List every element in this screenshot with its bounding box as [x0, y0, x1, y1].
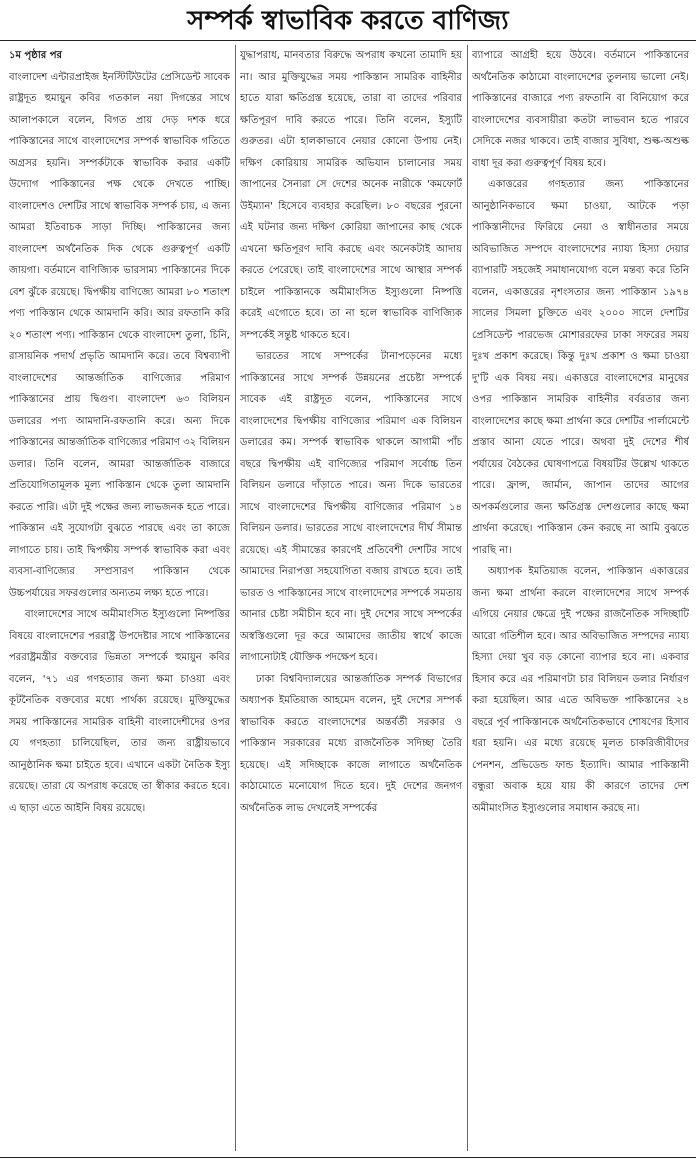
column-divider	[467, 45, 468, 1151]
top-divider	[0, 40, 696, 41]
headline: সম্পর্ক স্বাভাবিক করতে বাণিজ্য	[187, 6, 509, 36]
paragraph: ঢাকা বিশ্ববিদ্যালয়ের আন্তর্জাতিক সম্পর্ক বিভাগের অধ্যাপক ইমতিয়াজ আহমেদ বলেন, দুই দেশের সম্পর্ক স্বাভাবিক করতে বাংলাদেশের অন্তর্বর্তী সরকার ও পাকিস্তান সরকারের মধ্যে রাজনৈতিক সদিচ্ছা তৈরি হয়েছে। এই সদিচ্ছাকে কাজে লাগাতে অর্থনৈতিক কাঠামোতে মনোযোগ দিতে হবে। দুই দেশের জনগণ অর্থনৈতিক লাভ দেখলেই সম্পর্কের	[240, 673, 462, 814]
paragraph: যুদ্ধাপরাধ, মানবতার বিরুদ্ধে অপরাধ কখনো তামাদি হয় না। আর মুক্তিযুদ্ধের সময় পাকিস্তান সামরিক বাহিনীর হাতে যারা ক্ষতিগ্রস্ত হয়েছে, তারা বা তাদের পরিবার ক্ষতিপূরণ দাবি করতে পারে। তিনি বলেন, ইস্যুটি গুরুতর। এটা হালকাভাবে নেয়ার কোনো উপায় নেই। দক্ষিণ কোরিয়ায় সামরিক অভিযান চালানোর সময় জাপানের সৈন্যরা সে দেশের অনেক নারীকে 'কমফোর্ট উইম্যান' হিসেবে ব্যবহার করেছিল। ৮০ বছরের পুরনো এই ঘটনার জন্য দক্ষিণ কোরিয়া জাপানের কাছ থেকে এখনো ক্ষতিপূরণ দাবি করছে এবং অনেকটাই আদায় করতে পেরেছে। তাই বাংলাদেশের সাথে আস্থার সম্পর্ক চাইলে পাকিস্তানকে অমীমাংসিত ইস্যুগুলো নিষ্পত্তি করেই এগোতে হবে। তা না হলে স্বাভাবিক বাণিজ্যিক সম্পর্কেই সন্তুষ্ট থাকতে হবে।	[240, 50, 462, 341]
article-column-1	[9, 45, 230, 1151]
bottom-divider	[0, 1157, 696, 1158]
paragraph: অধ্যাপক ইমতিয়াজ বলেন, পাকিস্তান একাত্তরের জন্য ক্ষমা প্রার্থনা করলে বাংলাদেশের সাথে সম্পর্ক এগিয়ে নেয়ার ক্ষেত্রে দুই পক্ষের রাজনৈতিক সদিচ্ছাটি আরো গতিশীল হবে। আর অবিভাজিত সম্পদের ন্যায্য হিস্যা দেয়া খুব বড় কোনো ব্যাপার হবে না। একবার হিসাব করে এর পরিমাণটা চার বিলিয়ন ডলার নির্ধারণ করা হয়েছিল। আর এতে অবিভক্ত পাকিস্তানের ২৪ বছরে পূর্ব পাকিস্তানকে অর্থনৈতিকভাবে শোষণের হিসাব ধরা হয়নি। এর মধ্যে রয়েছে মূলত চাকরিজীবীদের পেনশন, প্রভিডেন্ড ফান্ড ইত্যাদি। আমার পাকিস্তানী বন্ধুরা অবাক হয়ে যায় কী কারণে তাদের দেশ অমীমাংসিত ইস্যুগুলোর সমাধান করছে না।	[472, 566, 689, 814]
paragraph: ব্যাপারে আগ্রহী হয়ে উঠবে। বর্তমানে পাকিস্তানের অর্থনৈতিক কাঠামো বাংলাদেশের তুলনায় ভালো নেই। পাকিস্তানের বাজারে পণ্য রফতানি বা বিনিয়োগ করে বাংলাদেশের ব্যবসায়ীরা কতটা লাভবান হতে পারবে সেদিকে নজর থাকবে। তাই বাজার সুবিধা, শুল্ক-অশুল্ক বাধা দূর করা গুরুত্বপূর্ণ বিষয় হবে।	[472, 50, 689, 169]
paragraph: বাংলাদেশের সাথে অমীমাংসিত ইস্যুগুলো নিষ্পত্তির বিষয়ে বাংলাদেশের পররাষ্ট্র উপদেষ্টার সাথে পাকিস্তানের পররাষ্ট্রমন্ত্রীর বক্তব্যের ভিন্নতা সম্পর্কে হুমায়ুন কবির বলেন, '৭১ এর গণহত্যার জন্য ক্ষমা চাওয়া এবং কূটনৈতিক বক্তব্যের মধ্যে পার্থক্য রয়েছে। মুক্তিযুদ্ধের সময় পাকিস্তানের সামরিক বাহিনী বাংলাদেশীদের ওপর যে গণহত্যা চালিয়েছিল, তার জন্য রাষ্ট্রীয়ভাবে আনুষ্ঠানিক ক্ষমা চাইতে হবে। এখানে একটা নৈতিক ইস্যু রয়েছে। তারা যে অপরাধ করেছে তা স্বীকার করতে হবে। এ ছাড়া এতে আইনি বিষয় রয়েছে।	[9, 609, 230, 814]
continuation-label: ১ম পৃষ্ঠার পর	[9, 50, 62, 61]
paragraph: বাংলাদেশ এন্টারপ্রাইজ ইনস্টিটিউটের প্রেসিডেন্ট সাবেক রাষ্ট্রদূত হুমায়ুন কবির গতকাল নয়া দিগন্তের সাথে আলাপকালে বলেন, বিগত প্রায় দেড় দশক ধরে পাকিস্তানের সাথে বাংলাদেশের সম্পর্ক স্বাভাবিক গতিতে অগ্রসর হয়নি। সম্পর্কটাকে স্বাভাবিক করার একটি উদ্যোগ পাকিস্তানের পক্ষ থেকে দেখতে পাচ্ছি। বাংলাদেশও দেশটির সাথে স্বাভাবিক সম্পর্ক চায়, এ জন্য আমরা ইতিবাচক সাড়া দিচ্ছি। পাকিস্তানের জন্য বাংলাদেশ অর্থনৈতিক দিক থেকে গুরুত্বপূর্ণ একটি জায়গা। বর্তমানে বাণিজ্যিক ভারসাম্য পাকিস্তানের দিকে বেশ ঝুঁকে রয়েছে। দ্বিপক্ষীয় বাণিজ্যে আমরা ৮০ শতাংশ পণ্য পাকিস্তান থেকে আমদানি করি। আর রফতানি করি ২০ শতাংশ পণ্য। পাকিস্তান থেকে বাংলাদেশ তুলা, চিনি, রাসায়নিক পদার্থ প্রভৃতি আমদানি করে। তবে বিশ্বব্যাপী বাংলাদেশের আন্তর্জাতিক বাণিজ্যের পরিমাণ পাকিস্তানের প্রায় দ্বিগুণ। বাংলাদেশ ৬৩ বিলিয়ন ডলারের পণ্য আমদানি-রফতানি করে। অন্য দিকে পাকিস্তানের আন্তর্জাতিক বাণিজ্যের পরিমাণ ৩২ বিলিয়ন ডলার। তিনি বলেন, আমরা আন্তর্জাতিক বাজারে প্রতিযোগিতামূলক মূল্য পাকিস্তান থেকে তুলা আমদানি করতে পারি। এটা দুই পক্ষের জন্য লাভজনক হতে পারে। পাকিস্তান এই সুযোগটা বুঝতে পারছে এবং তা কাজে লাগাতে চায়। তাই দ্বিপক্ষীয় সম্পর্ক স্বাভাবিক করা এবং ব্যবসা-বাণিজ্যের সম্প্রসারণ পাকিস্তান থেকে উচ্চপর্যায়ের সফরগুলোর অন্যতম লক্ষ্য হতে পারে।	[9, 71, 230, 599]
paragraph: ভারতের সাথে সম্পর্কের টানাপড়েনের মধ্যে পাকিস্তানের সাথে সম্পর্ক উন্নয়নের প্রচেষ্টা সম্পর্কে সাবেক এই রাষ্ট্রদূত বলেন, পাকিস্তানের সাথে বাংলাদেশের দ্বিপক্ষীয় বাণিজ্যের পরিমাণ এক বিলিয়ন ডলারের কম। সম্পর্ক স্বাভাবিক থাকলে আগামী পাঁচ বছরে দ্বিপক্ষীয় এই বাণিজ্যের পরিমাণ সর্বোচ্চ তিন বিলিয়ন ডলারে দাঁড়াতে পারে। অন্য দিকে ভারতের সাথে বাংলাদেশের দ্বিপক্ষীয় বাণিজ্যের পরিমাণ ১৪ বিলিয়ন ডলার। ভারতের সাথে বাংলাদেশের দীর্ঘ সীমান্ত রয়েছে। এই সীমান্তের কারণেই প্রতিবেশী দেশটির সাথে আমাদের নিরাপত্তা সহযোগিতা বজায় রাখতে হবে। তাই ভারত ও পাকিস্তানের সাথে বাংলাদেশের সম্পর্কে সমতায় আনার চেষ্টা সমীচীন হবে না। দুই দেশের সাথে সম্পর্কের অস্বস্তিগুলো দূর করে আমাদের জাতীয় স্বার্থে কাজে লাগানোটাই যৌক্তিক পদক্ষেপ হবে।	[240, 351, 462, 663]
paragraph: একাত্তরের গণহত্যার জন্য পাকিস্তানের আনুষ্ঠানিকভাবে ক্ষমা চাওয়া, আটকে পড়া পাকিস্তানীদের ফিরিয়ে নেয়া ও স্বাধীনতার সময়ে অবিভাজিত সম্পদে বাংলাদেশের ন্যায্য হিস্যা দেয়ার ব্যাপারটি সহজেই সমাধানযোগ্য বলে মন্তব্য করে তিনি বলেন, একাত্তরের নৃশংসতার জন্য পাকিস্তান ১৯৭৪ সালের সিমলা চুক্তিতে এবং ২০০০ সালে দেশটির প্রেসিডেন্ট পারভেজ মোশাররফের ঢাকা সফরের সময় দুঃখ প্রকাশ করেছে। কিন্তু দুঃখ প্রকাশ ও ক্ষমা চাওয়া দু'টি এক বিষয় নয়। একাত্তরে বাংলাদেশের মানুষের ওপর পাকিস্তান সামরিক বাহিনীর বর্বরতার জন্য বাংলাদেশের কাছে ক্ষমা প্রার্থনা করে দেশটির পার্লামেন্টে প্রস্তাব আনা যেতে পারে। অথবা দুই দেশের শীর্ষ পর্যায়ের বৈঠকের ঘোষণাপত্রে বিষয়টির উল্লেখ থাকতে পারে। ফ্রান্স, জার্মান, জাপান তাদের আগের অপকর্মগুলোর জন্য ক্ষতিগ্রস্ত দেশগুলোর কাছে ক্ষমা প্রার্থনা করেছে। পাকিস্তান কেন করছে না আমি বুঝতে পারছি না।	[472, 179, 689, 556]
article-column-3	[472, 45, 689, 1151]
column-divider	[235, 45, 236, 1151]
article-column-2	[240, 45, 462, 1151]
